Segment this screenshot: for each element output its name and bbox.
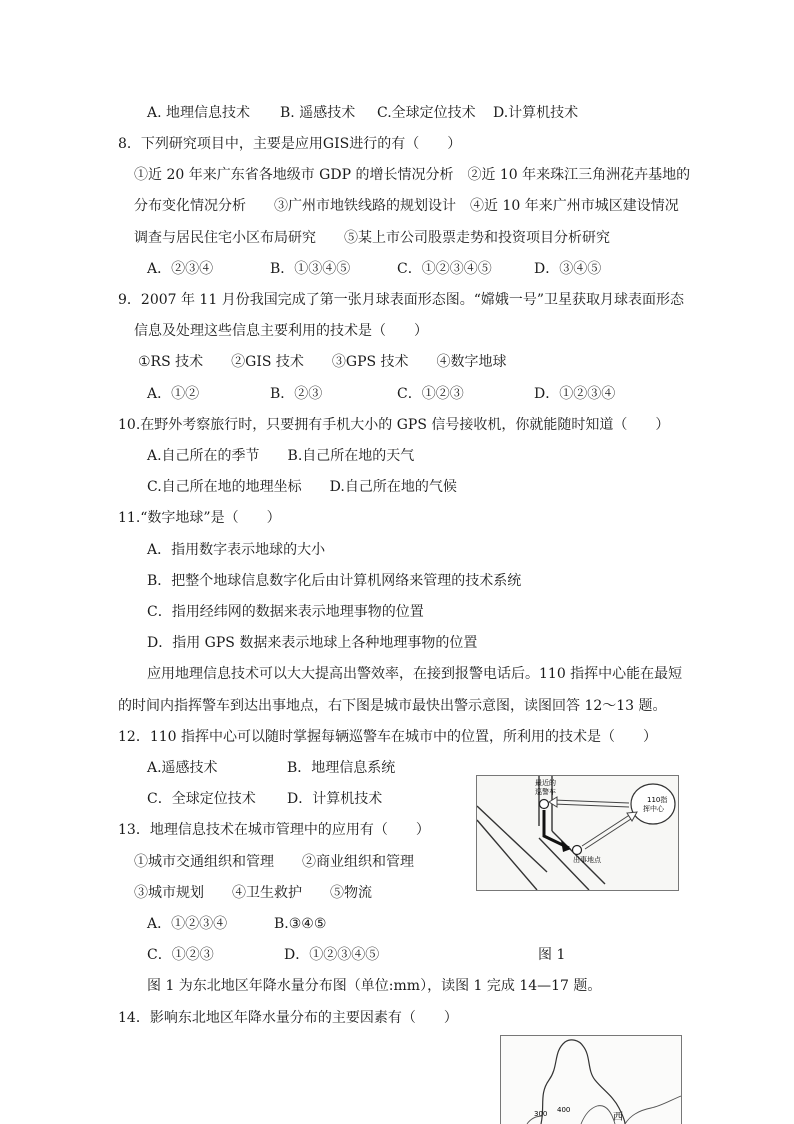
q11-option-b: B．把整个地球信息数字化后由计算机网络来管理的技术系统 bbox=[147, 573, 522, 589]
figure-1-dispatch-diagram bbox=[476, 775, 679, 891]
q8-option-d: D．③④⑤ bbox=[534, 261, 602, 277]
q12-option-d: D．计算机技术 bbox=[287, 791, 383, 807]
label-nearest-car-1: 最近的 bbox=[535, 779, 556, 787]
q12-option-a: A.遥感技术 bbox=[147, 760, 218, 776]
q7-option-d: D.计算机技术 bbox=[493, 105, 579, 121]
q12-option-b: B．地理信息系统 bbox=[287, 760, 396, 776]
q13-option-c: C．①②③ bbox=[147, 947, 214, 963]
q9-stem: 9．2007 年 11 月份我国完成了第一张月球表面形态图。“嫦娥一号”卫星获取月球表面形态 bbox=[118, 292, 685, 308]
q9-option-c: C．①②③ bbox=[397, 386, 464, 402]
q13-option-b: B.③④⑤ bbox=[274, 916, 327, 932]
q13-items-1: ①城市交通组织和管理 ②商业组织和管理 bbox=[134, 854, 414, 870]
q12-option-c: C．全球定位技术 bbox=[147, 791, 256, 807]
q10-options-2: C.自己所在地的地理坐标 D.自己所在地的气候 bbox=[147, 479, 457, 495]
q10-stem: 10.在野外考察旅行时，只要拥有手机大小的 GPS 信号接收机，你就能随时知道（ ） bbox=[118, 417, 670, 433]
q8-line-2: 分布变化情况分析 ③广州市地铁线路的规划设计 ④近 10 年来广州市城区建设情况 bbox=[134, 198, 679, 214]
q8-stem: 8．下列研究项目中，主要是应用GIS进行的有（ ） bbox=[118, 136, 462, 152]
q9-option-b: B．②③ bbox=[270, 386, 323, 402]
q8-line-3: 调查与居民住宅小区布局研究 ⑤某上市公司股票走势和投资项目分析研究 bbox=[134, 230, 610, 246]
q7-option-a: A. 地理信息技术 bbox=[147, 105, 251, 121]
q13-stem: 13．地理信息技术在城市管理中的应用有（ ） bbox=[118, 822, 430, 838]
label-center-1: 110指 bbox=[647, 796, 668, 804]
intro-12-line-1: 应用地理信息技术可以大大提高出警效率，在接到报警电话后。110 指挥中心能在最短 bbox=[147, 666, 683, 682]
map-label-west: 西 bbox=[613, 1112, 623, 1123]
q8-option-a: A．②③④ bbox=[147, 261, 214, 277]
map-label-400: 400 bbox=[557, 1106, 571, 1114]
map-label-300: 300 bbox=[534, 1110, 548, 1118]
label-incident-site: 出事地点 bbox=[573, 856, 601, 864]
q11-option-d: D．指用 GPS 数据来表示地球上各种地理事物的位置 bbox=[147, 635, 478, 651]
q14-stem: 14．影响东北地区年降水量分布的主要因素有（ ） bbox=[118, 1010, 458, 1026]
q10-options-1: A.自己所在的季节 B.自己所在地的天气 bbox=[147, 448, 415, 464]
q13-option-a: A．①②③④ bbox=[147, 916, 228, 932]
q9-option-d: D．①②③④ bbox=[534, 386, 616, 402]
q9-items: ①RS 技术 ②GIS 技术 ③GPS 技术 ④数字地球 bbox=[138, 354, 507, 370]
q12-stem: 12．110 指挥中心可以随时掌握每辆巡警车在城市中的位置，所利用的技术是（ ） bbox=[118, 729, 657, 745]
q11-option-c: C．指用经纬网的数据来表示地理事物的位置 bbox=[147, 604, 424, 620]
q13-option-d: D．①②③④⑤ bbox=[284, 947, 380, 963]
label-nearest-car-2: 巡警车 bbox=[535, 788, 556, 796]
q13-items-2: ③城市规划 ④卫生救护 ⑤物流 bbox=[134, 885, 372, 901]
q11-option-a: A．指用数字表示地球的大小 bbox=[147, 542, 326, 558]
label-center-2: 挥中心 bbox=[643, 805, 664, 813]
intro-12-line-2: 的时间内指挥警车到达出事地点，右下图是城市最快出警示意图，读图回答 12～13 题。 bbox=[118, 698, 667, 714]
q8-line-1: ①近 20 年来广东省各地级市 GDP 的增长情况分析 ②近 10 年来珠江三角洲花卉基地的 bbox=[134, 167, 691, 183]
q9-option-a: A．①② bbox=[147, 386, 200, 402]
q11-stem: 11.“数字地球”是（ ） bbox=[118, 510, 281, 526]
q7-option-c: C.全球定位技术 bbox=[377, 105, 476, 121]
q8-option-b: B．①③④⑤ bbox=[270, 261, 351, 277]
q8-option-c: C．①②③④⑤ bbox=[397, 261, 492, 277]
figure-1-precipitation-map bbox=[500, 1035, 682, 1124]
q7-option-b: B. 遥感技术 bbox=[280, 105, 356, 121]
q9-stem-2: 信息及处理这些信息主要利用的技术是（ ） bbox=[134, 323, 428, 339]
intro-14: 图 1 为东北地区年降水量分布图（单位:mm），读图 1 完成 14—17 题。 bbox=[147, 978, 602, 994]
figure-1-caption: 图 1 bbox=[538, 947, 566, 963]
